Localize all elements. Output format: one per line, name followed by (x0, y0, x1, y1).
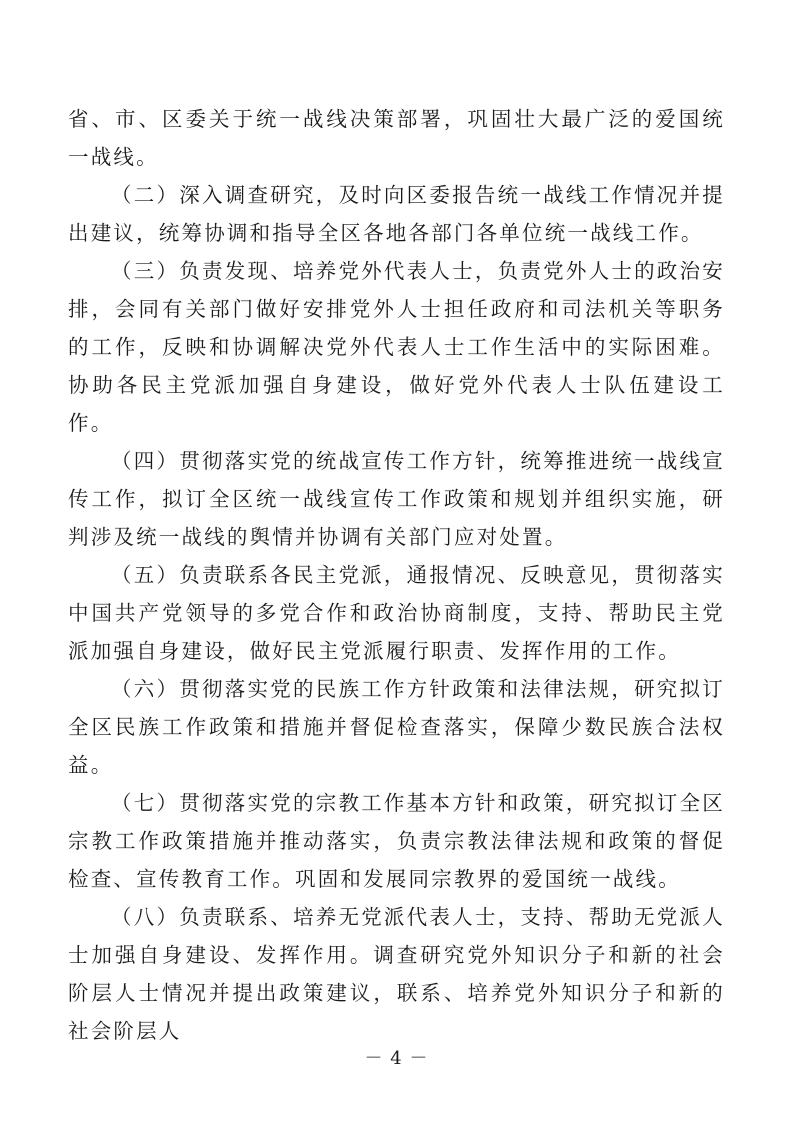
paragraph-item-4: （四）贯彻落实党的统战宣传工作方针，统筹推进统一战线宣传工作，拟订全区统一战线宣传工作政策和规划并组织实施，研判涉及统一战线的舆情并协调有关部门应对处置。 (68, 449, 725, 549)
paragraph-continuation: 省、市、区委关于统一战线决策部署，巩固壮大最广泛的爱国统一战线。 (68, 107, 725, 169)
document-body (68, 100, 725, 1050)
paragraph-item-7: （七）贯彻落实党的宗教工作基本方针和政策，研究拟订全区宗教工作政策措施并推动落实，负责宗教法律法规和政策的督促检查、宣传教育工作。巩固和发展同宗教界的爱国统一战线。 (68, 791, 725, 891)
paragraph-item-6: （六）贯彻落实党的民族工作方针政策和法律法规，研究拟订全区民族工作政策和措施并督促检查落实，保障少数民族合法权益。 (68, 677, 725, 777)
paragraph-item-3: （三）负责发现、培养党外代表人士，负责党外人士的政治安排，会同有关部门做好安排党外人士担任政府和司法机关等职务的工作，反映和协调解决党外代表人士工作生活中的实际困难。协助各民主党派加强自身建设，做好党外代表人士队伍建设工作。 (68, 259, 725, 435)
paragraph-item-2: （二）深入调查研究，及时向区委报告统一战线工作情况并提出建议，统筹协调和指导全区各地各部门各单位统一战线工作。 (68, 183, 725, 245)
page-number: － 4 － (364, 1048, 429, 1069)
paragraph-item-8: （八）负责联系、培养无党派代表人士，支持、帮助无党派人士加强自身建设、发挥作用。调查研究党外知识分子和新的社会阶层人士情况并提出政策建议，联系、培养党外知识分子和新的社会阶层人 (68, 905, 725, 1043)
paragraph-item-5: （五）负责联系各民主党派，通报情况、反映意见，贯彻落实中国共产党领导的多党合作和政治协商制度，支持、帮助民主党派加强自身建设，做好民主党派履行职责、发挥作用的工作。 (68, 563, 725, 663)
